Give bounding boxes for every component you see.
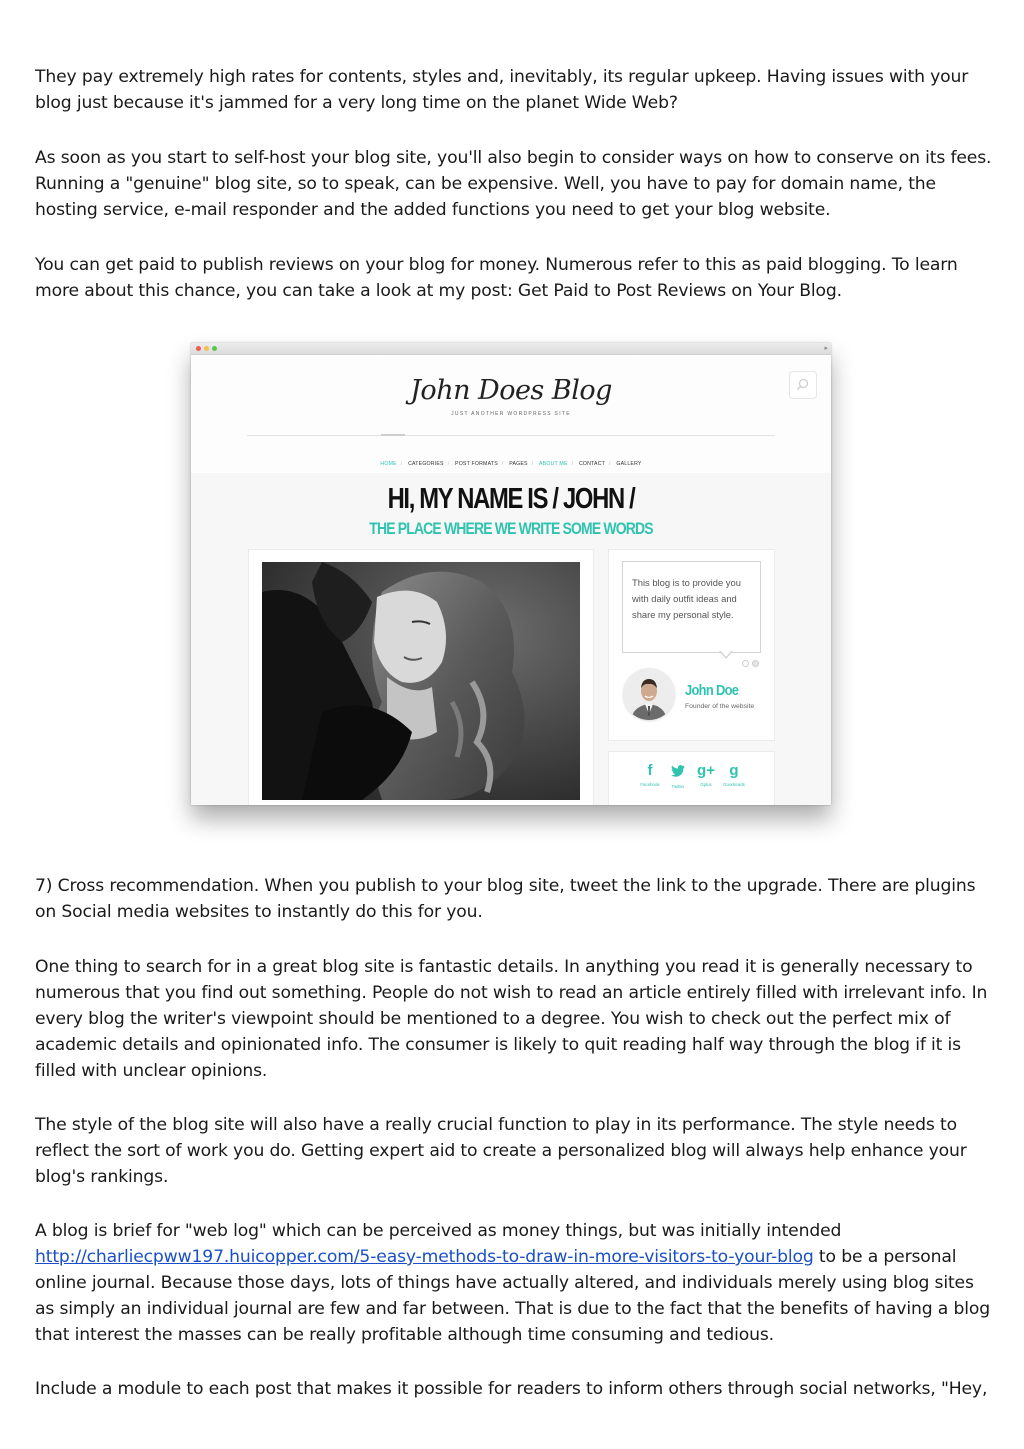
- browser-chrome: [191, 343, 831, 355]
- social-label: Gplus: [700, 782, 712, 787]
- author-card: [608, 549, 775, 741]
- nav-home: HOME: [380, 461, 397, 467]
- close-dot-icon: [196, 346, 201, 351]
- bio-bubble-tail: [719, 651, 733, 659]
- article-link[interactable]: http://charliecpww197.huicopper.com/5-easy-methods-to-draw-in-more-visitors-to-your-blog: [35, 1247, 814, 1267]
- nav-post-formats: POST FORMATS: [455, 461, 498, 467]
- paragraph-7-start: A blog is brief for "web log" which can be perceived as money things, but was initially intended: [35, 1221, 842, 1241]
- social-label: Twitter: [671, 784, 685, 789]
- author-name: John Doe: [685, 682, 739, 699]
- goodreads-icon: g: [729, 762, 739, 779]
- maximize-dot-icon: [212, 346, 217, 351]
- minimize-dot-icon: [204, 346, 209, 351]
- site-header: [191, 355, 831, 473]
- social-links-card: [608, 751, 775, 805]
- header-divider: [247, 435, 775, 436]
- nav-gallery: GALLERY: [616, 461, 642, 467]
- paragraph-3: You can get paid to publish reviews on your blog for money. Numerous refer to this as paid blogging. To learn more about this chance, you can take a look at my post: Get Paid to Post Reviews on Your Blog.: [35, 255, 958, 301]
- author-avatar: [623, 668, 675, 720]
- nav-about-me: ABOUT ME: [539, 461, 568, 467]
- site-logo: John Does Blog: [410, 375, 612, 406]
- social-label: Goodreads: [723, 782, 745, 787]
- hero-title: HI, MY NAME IS / JOHN /: [387, 483, 635, 515]
- featured-photo: [262, 562, 580, 800]
- bio-text: This blog is to provide you with daily outfit ideas and share my personal style.: [632, 577, 741, 620]
- site-nav: [191, 461, 831, 467]
- gplus-icon: g+: [697, 762, 715, 779]
- blog-theme-screenshot: [191, 343, 831, 805]
- nav-separator: /: [447, 461, 450, 467]
- nav-contact: CONTACT: [578, 461, 606, 467]
- nav-pages: PAGES: [509, 461, 528, 467]
- paragraph-7: [35, 1218, 995, 1348]
- site-tagline: JUST ANOTHER WORDPRESS SITE: [451, 411, 571, 417]
- featured-post-card: [248, 549, 594, 805]
- chrome-arrow-icon: ▸: [824, 345, 828, 352]
- social-label: Facebook: [640, 782, 660, 787]
- pager-dot-icon: [742, 660, 749, 667]
- author-role: Founder of the website: [685, 703, 755, 710]
- pager-dot-icon: [752, 660, 759, 667]
- nav-separator: /: [400, 461, 403, 467]
- paragraph-5: One thing to search for in a great blog site is fantastic details. In anything you read it is generally necessary to numerous that you find out something. People do not wish to read an article entirely filled with irrelevant info. In every blog the writer's viewpoint should be mentioned to a degree. You wish to check out the perfect mix of academic details and opinionated info. The consumer is likely to quit reading half way through the blog if it is filled with unclear opinions.: [35, 957, 988, 1081]
- facebook-icon: f: [647, 762, 653, 779]
- paragraph-4: 7) Cross recommendation. When you publish to your blog site, tweet the link to the upgrade. There are plugins on Social media websites to instantly do this for you.: [35, 876, 976, 922]
- paragraph-6: The style of the blog site will also have a really crucial function to play in its performance. The style needs to reflect the sort of work you do. Getting expert aid to create a personalized blog will always help enhance your blog's rankings.: [35, 1115, 967, 1187]
- paragraph-8: Include a module to each post that makes it possible for readers to inform others through social networks, "Hey,: [35, 1379, 988, 1399]
- header-divider-mark: [381, 434, 405, 436]
- nav-separator: /: [571, 461, 574, 467]
- nav-categories: CATEGORIES: [408, 461, 444, 467]
- man-portrait-illustration: [623, 668, 675, 720]
- nav-separator: /: [501, 461, 504, 467]
- nav-separator: /: [609, 461, 611, 467]
- social-goodreads: [717, 762, 751, 787]
- paragraph-2: As soon as you start to self-host your blog site, you'll also begin to consider ways on how to conserve on its fees. Running a "genuine" blog site, so to speak, can be expensive. Well, you have to pay for domain name, the hosting service, e-mail responder and the added functions you need to get your blog website.: [35, 148, 992, 220]
- couple-photo-illustration: [262, 562, 580, 800]
- bio-bubble: [622, 561, 761, 653]
- nav-separator: /: [531, 461, 534, 467]
- hero-subtitle: THE PLACE WHERE WE WRITE SOME WORDS: [369, 519, 653, 538]
- paragraph-1: They pay extremely high rates for contents, styles and, inevitably, its regular upkeep. Having issues with your blog just because it's jammed for a very long time on the planet Wide Web?: [35, 67, 969, 113]
- paragraph-7-end: to be a personal online journal. Because those days, lots of things have actually altered, and individuals merely using blog sites as simply an individual journal are few and far between. That is due to the fact that the benefits of having a blog that interest the masses can be really profitable although time consuming and tedious.: [35, 1247, 990, 1345]
